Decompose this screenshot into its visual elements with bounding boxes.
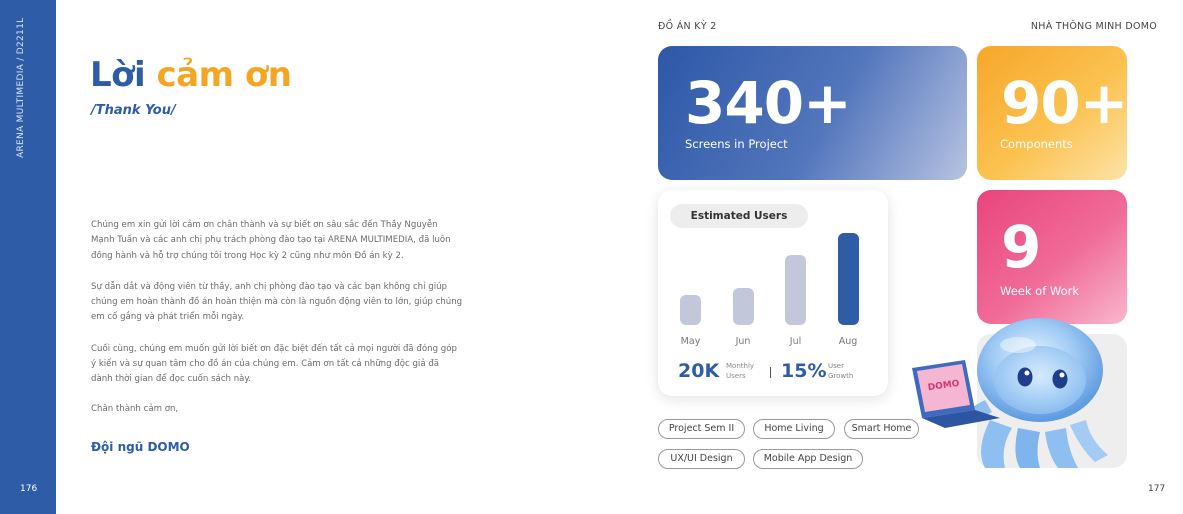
laptop-screen-logo: DOMO bbox=[927, 378, 961, 394]
page-number-right: 177 bbox=[1148, 484, 1166, 494]
screens-count: 340+ bbox=[685, 69, 851, 137]
screens-caption: Screens in Project bbox=[685, 137, 788, 151]
chart-title-pill: Estimated Users bbox=[670, 204, 808, 228]
chart-x-label-aug: Aug bbox=[838, 336, 858, 347]
weeks-count: 9 bbox=[1001, 213, 1041, 281]
tag-project-sem-ii: Project Sem II bbox=[658, 419, 745, 439]
paragraph-3: Cuối cùng, chúng em muốn gửi lời biết ơn đặc biệt đến tất cả mọi người đã đóng góp ý kiến và sự quan tâm cho đồ án của chúng em. Cảm ơn tất cả những độc giả đã dành thời gian để đọc cuốn sách này. bbox=[91, 343, 457, 385]
tag-home-living: Home Living bbox=[753, 419, 835, 439]
user-growth-label-line1: User bbox=[828, 362, 844, 370]
paragraph-1: Chúng em xin gửi lời cảm ơn chân thành và sự biết ơn sâu sắc đến Thầy Nguyễn Mạnh Tuấn và các anh chị phụ trách phòng đào tạo tại ARENA MULTIMEDIA, đã luôn đồng hành và hỗ trợ chúng tôi trong Học kỳ 2 cũng như môn Đồ án kỳ 2. bbox=[91, 220, 451, 261]
signoff-text: Chân thành cảm ơn, bbox=[91, 404, 179, 414]
chart-x-label-may: May bbox=[680, 336, 701, 347]
monthly-users-value: 20K bbox=[678, 360, 720, 382]
tag-smart-home: Smart Home bbox=[844, 419, 919, 439]
header-product-label: NHÀ THÔNG MINH DOMO bbox=[1030, 21, 1157, 32]
sidebar-vertical-text: ARENA MULTIMEDIA / D2211L bbox=[16, 17, 26, 158]
team-name: Đội ngũ DOMO bbox=[91, 440, 190, 454]
user-growth-label-line2: Growth bbox=[828, 371, 854, 380]
paragraph-2: Sự dẫn dắt và động viên từ thầy, anh chị phòng đào tạo và các bạn không chỉ giúp chúng em hoàn thành đồ án hoàn thiện mà còn là nguồn động viên to lớn, giúp chúng em cố gắng và phát triển mỗi ngày. bbox=[91, 281, 463, 323]
monthly-users-label-line2: Users bbox=[726, 371, 746, 380]
weeks-caption: Week of Work bbox=[1000, 284, 1080, 298]
title-word-cam-on: cảm ơn bbox=[156, 55, 292, 95]
user-growth-value: 15% bbox=[781, 360, 827, 382]
page-number-left: 176 bbox=[20, 484, 38, 494]
components-count: 90+ bbox=[1001, 69, 1127, 137]
tag-mobile-app-design: Mobile App Design bbox=[753, 449, 863, 469]
chart-x-label-jun: Jun bbox=[735, 336, 751, 347]
components-caption: Components bbox=[1000, 137, 1073, 151]
title-word-loi: Lời bbox=[90, 55, 146, 95]
page-subtitle: /Thank You/ bbox=[91, 103, 176, 118]
tag-ux-ui-design: UX/UI Design bbox=[658, 449, 745, 469]
chart-x-label-jul: Jul bbox=[789, 336, 802, 347]
monthly-users-label-line1: Monthly bbox=[726, 362, 755, 370]
header-project-label: ĐỒ ÁN KỲ 2 bbox=[658, 21, 717, 32]
